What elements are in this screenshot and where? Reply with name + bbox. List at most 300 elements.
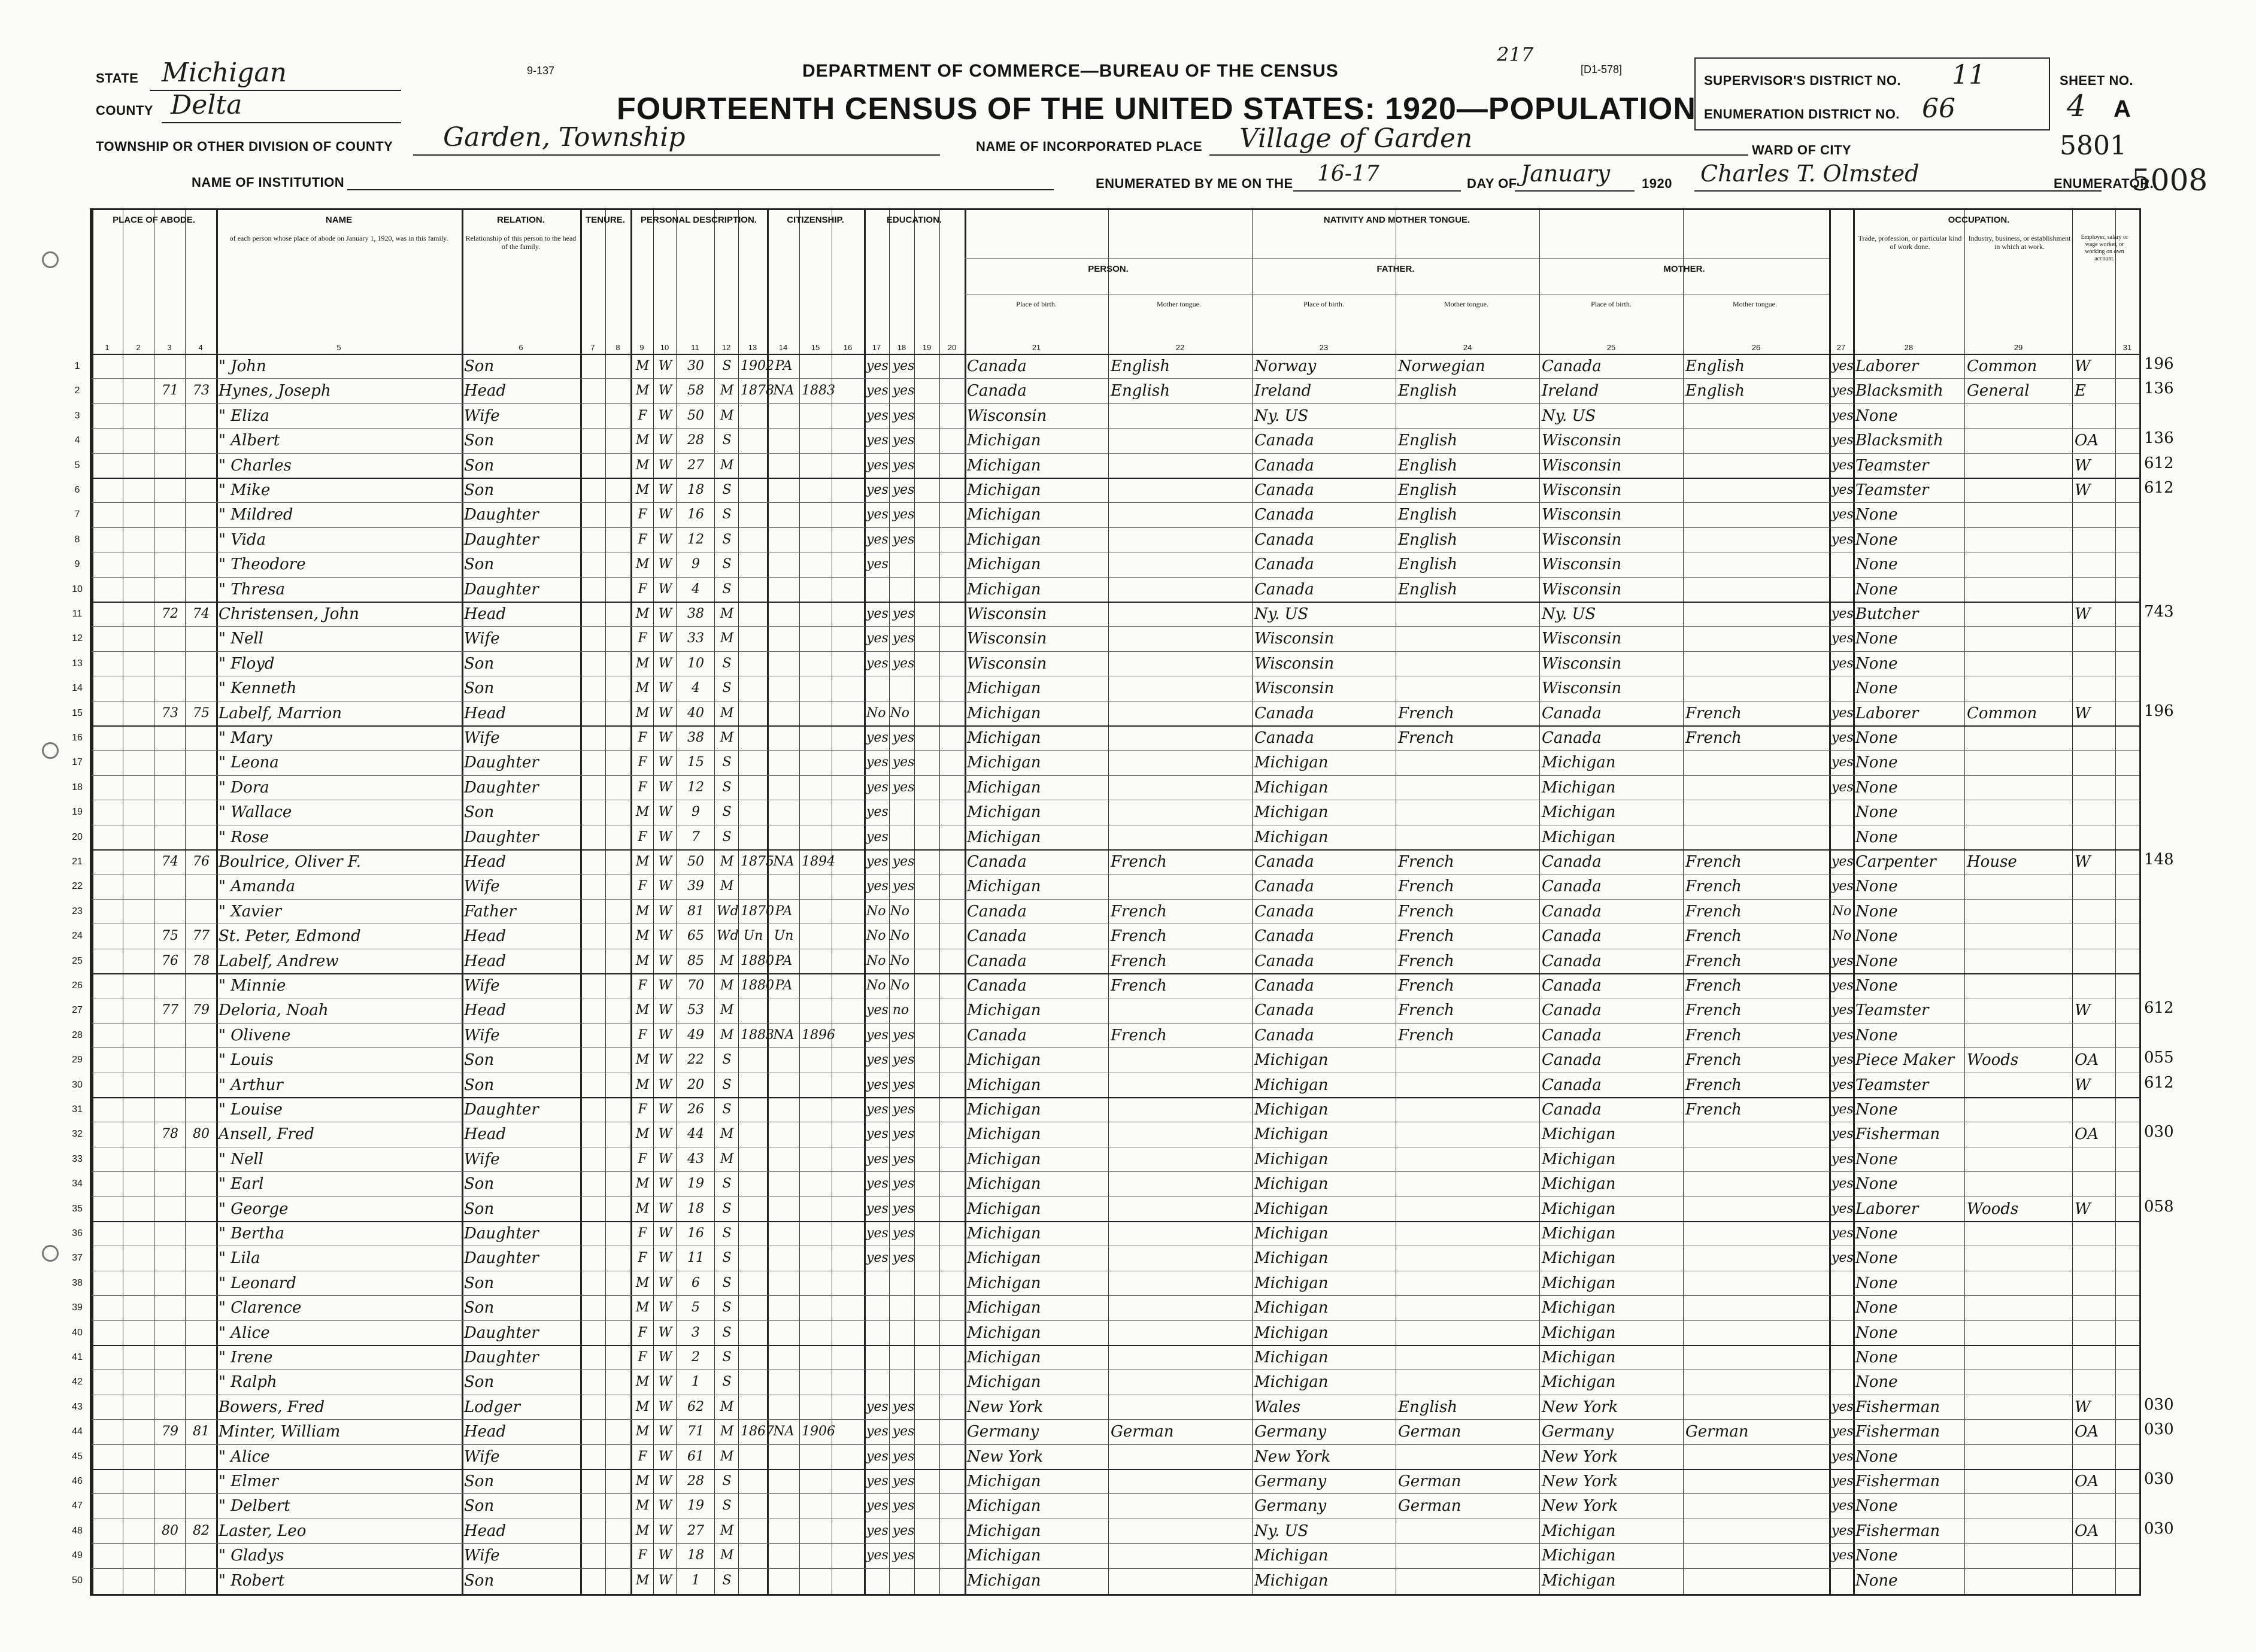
sex: M bbox=[635, 433, 650, 448]
occupation-code: 136 bbox=[2144, 379, 2174, 398]
birthplace: Canada bbox=[967, 382, 1027, 400]
relation: Son bbox=[464, 481, 495, 499]
speaks-english: yes bbox=[1832, 457, 1854, 473]
row-number: 45 bbox=[72, 1451, 83, 1462]
person-name: Labelf, Marrion bbox=[219, 704, 342, 722]
mother-tongue: French bbox=[1111, 927, 1167, 946]
read-write: yes yes bbox=[866, 1027, 915, 1043]
age: 58 bbox=[687, 383, 704, 399]
sex: M bbox=[635, 1572, 650, 1588]
person-name: Boulrice, Oliver F. bbox=[219, 853, 362, 871]
sex: F bbox=[638, 408, 647, 423]
sex: F bbox=[638, 1027, 647, 1043]
person-name: " Vida bbox=[219, 530, 266, 549]
occupation-code: 030 bbox=[2144, 1519, 2174, 1538]
speaks-english: yes bbox=[1832, 532, 1854, 547]
person-name: Laster, Leo bbox=[219, 1522, 307, 1540]
mother-birthplace: New York bbox=[1542, 1447, 1618, 1466]
mother-birthplace: Wisconsin bbox=[1542, 679, 1622, 698]
row-number: 5 bbox=[74, 460, 80, 470]
speaks-english: yes bbox=[1832, 779, 1854, 795]
relation: Wife bbox=[464, 877, 500, 896]
mother-birthplace: Michigan bbox=[1542, 803, 1616, 822]
dwelling-number: 80 bbox=[162, 1523, 178, 1538]
dwelling-number: 73 bbox=[162, 705, 178, 721]
trade: None bbox=[1855, 902, 1898, 921]
sex: F bbox=[638, 1102, 647, 1117]
marital-status: S bbox=[722, 1052, 732, 1068]
immigration-year: 1880 bbox=[741, 953, 774, 968]
person-name: " Alice bbox=[219, 1323, 270, 1342]
father-birthplace: Canada bbox=[1254, 506, 1314, 524]
sex: F bbox=[638, 1226, 647, 1241]
father-birthplace: Michigan bbox=[1254, 1175, 1329, 1194]
birthplace: Michigan bbox=[967, 1175, 1041, 1194]
person-name: " Thresa bbox=[219, 580, 285, 599]
column-number: 15 bbox=[811, 343, 820, 352]
speaks-english: yes bbox=[1832, 755, 1854, 770]
column-number: 7 bbox=[590, 343, 595, 352]
trade: None bbox=[1855, 1373, 1898, 1392]
marital-status: S bbox=[722, 507, 732, 523]
read-write: No No bbox=[866, 953, 909, 968]
read-write: yes yes bbox=[866, 1077, 915, 1092]
immigration-year: 1867 bbox=[741, 1424, 774, 1440]
row-number: 38 bbox=[72, 1277, 83, 1288]
race: W bbox=[658, 1300, 672, 1316]
industry: Common bbox=[1967, 704, 2037, 722]
race: W bbox=[658, 1052, 672, 1068]
marital-status: M bbox=[720, 457, 734, 473]
father-birthplace: Germany bbox=[1254, 1497, 1327, 1516]
trade: Teamster bbox=[1855, 456, 1929, 475]
marital-status: M bbox=[720, 1448, 734, 1464]
occupation-code: 196 bbox=[2144, 355, 2174, 373]
column-rule bbox=[1829, 210, 1831, 1594]
relation: Father bbox=[464, 902, 516, 921]
father-birthplace: Michigan bbox=[1254, 1547, 1329, 1565]
sex: M bbox=[635, 928, 650, 944]
age: 70 bbox=[687, 978, 704, 993]
marital-status: M bbox=[720, 705, 734, 721]
birthplace: Michigan bbox=[967, 1249, 1041, 1268]
sheet-side: A bbox=[2114, 96, 2131, 122]
township-label: TOWNSHIP OR OTHER DIVISION OF COUNTY bbox=[96, 139, 393, 154]
read-write: yes no bbox=[866, 1003, 909, 1018]
father-birthplace: Wisconsin bbox=[1254, 630, 1335, 648]
column-rule bbox=[864, 210, 866, 1594]
column-number: 8 bbox=[615, 343, 620, 352]
relation: Daughter bbox=[464, 1101, 539, 1119]
naturalization: NA bbox=[773, 854, 795, 869]
mother-mother-tongue: French bbox=[1685, 704, 1742, 722]
relation: Son bbox=[464, 432, 495, 450]
speaks-english: yes bbox=[1832, 1126, 1854, 1142]
row-number: 48 bbox=[72, 1525, 83, 1536]
marital-status: M bbox=[720, 1027, 734, 1043]
enumerated-label: ENUMERATED BY ME ON THE bbox=[1096, 176, 1293, 191]
race: W bbox=[658, 482, 672, 497]
read-write: yes bbox=[866, 557, 889, 572]
column-rule bbox=[738, 210, 739, 1594]
column-number: 14 bbox=[778, 343, 788, 352]
stamp-number: 217 bbox=[1497, 43, 1534, 66]
trade: None bbox=[1855, 1274, 1898, 1292]
mother-birthplace: Canada bbox=[1542, 927, 1602, 946]
race: W bbox=[658, 383, 672, 399]
marital-status: M bbox=[720, 1399, 734, 1414]
column-number: 28 bbox=[1904, 343, 1914, 352]
trade: Blacksmith bbox=[1855, 432, 1943, 450]
trade: Fisherman bbox=[1855, 1522, 1940, 1540]
relation: Wife bbox=[464, 1447, 500, 1466]
column-number: 18 bbox=[897, 343, 906, 352]
row-number: 29 bbox=[72, 1055, 83, 1065]
person-name: " Elmer bbox=[219, 1472, 278, 1490]
naturalization-year: 1883 bbox=[802, 383, 835, 399]
row-number: 40 bbox=[72, 1327, 83, 1338]
father-tongue: German bbox=[1398, 1423, 1461, 1441]
group-mother: MOTHER. bbox=[1663, 264, 1705, 274]
marital-status: S bbox=[722, 433, 732, 448]
mother-mother-tongue: French bbox=[1685, 902, 1742, 921]
birthplace: Michigan bbox=[967, 1472, 1041, 1490]
read-write: yes yes bbox=[866, 879, 915, 894]
marital-status: M bbox=[720, 854, 734, 869]
census-table bbox=[72, 208, 2174, 1596]
age: 20 bbox=[687, 1077, 704, 1092]
occupation-code: 196 bbox=[2144, 702, 2174, 720]
mother-birthplace: Canada bbox=[1542, 729, 1602, 747]
immigration-year: 1878 bbox=[741, 383, 774, 399]
row-number: 34 bbox=[72, 1179, 83, 1189]
column-rule bbox=[914, 210, 915, 1594]
birthplace: Michigan bbox=[967, 1001, 1041, 1020]
race: W bbox=[658, 1102, 672, 1117]
marital-status: S bbox=[722, 1350, 732, 1365]
trade: None bbox=[1855, 828, 1898, 846]
father-birthplace: Canada bbox=[1254, 580, 1314, 599]
sex: F bbox=[638, 581, 647, 597]
column-number: 12 bbox=[721, 343, 731, 352]
mother-birthplace: New York bbox=[1542, 1398, 1618, 1416]
age: 43 bbox=[687, 1151, 704, 1167]
mother-birthplace: Canada bbox=[1542, 877, 1602, 896]
speaks-english: yes bbox=[1832, 1424, 1854, 1440]
father-birthplace: Michigan bbox=[1254, 778, 1329, 797]
family-number: 78 bbox=[193, 953, 210, 968]
column-number: 6 bbox=[518, 343, 523, 352]
relation: Head bbox=[464, 382, 507, 400]
relation: Son bbox=[464, 357, 495, 375]
dwelling-number: 77 bbox=[162, 1003, 178, 1018]
occupation-code: 612 bbox=[2144, 479, 2174, 497]
mother-mother-tongue: French bbox=[1685, 1051, 1742, 1070]
column-number: 5 bbox=[336, 343, 341, 352]
column-rule bbox=[653, 210, 654, 1594]
occupation-code: 136 bbox=[2144, 429, 2174, 448]
father-birthplace: Ny. US bbox=[1254, 605, 1309, 623]
column-rule bbox=[1252, 210, 1253, 1594]
father-birthplace: Wales bbox=[1254, 1398, 1301, 1416]
sex: M bbox=[635, 1374, 650, 1390]
speaks-english: yes bbox=[1832, 408, 1854, 423]
sex: F bbox=[638, 1448, 647, 1464]
trade: None bbox=[1855, 1225, 1898, 1243]
age: 7 bbox=[692, 829, 700, 845]
row-number: 19 bbox=[72, 807, 83, 818]
race: W bbox=[658, 532, 672, 547]
race: W bbox=[658, 1003, 672, 1018]
father-birthplace: Canada bbox=[1254, 432, 1314, 450]
mother-birthplace: Michigan bbox=[1542, 828, 1616, 846]
father-tongue: English bbox=[1398, 481, 1458, 499]
age: 28 bbox=[687, 1474, 704, 1489]
row-number: 46 bbox=[72, 1476, 83, 1486]
column-number: 1 bbox=[105, 343, 110, 352]
family-number: 74 bbox=[193, 606, 210, 621]
person-name: " Ralph bbox=[219, 1373, 277, 1392]
birthplace: Michigan bbox=[967, 1225, 1041, 1243]
marital-status: M bbox=[720, 383, 734, 399]
relation: Wife bbox=[464, 630, 500, 648]
mother-birthplace: Michigan bbox=[1542, 1274, 1616, 1292]
person-name: " Lila bbox=[219, 1249, 260, 1268]
person-name: " George bbox=[219, 1199, 289, 1218]
row-number: 42 bbox=[72, 1377, 83, 1387]
father-birthplace: Michigan bbox=[1254, 1571, 1329, 1590]
read-write: yes bbox=[866, 829, 889, 845]
family-number: 79 bbox=[193, 1003, 210, 1018]
relation: Head bbox=[464, 927, 507, 946]
form-number: 9-137 bbox=[527, 65, 555, 77]
relation: Son bbox=[464, 1199, 495, 1218]
person-name: " Kenneth bbox=[219, 679, 297, 698]
group-occupation: OCCUPATION. bbox=[1948, 215, 2010, 225]
mother-mother-tongue: French bbox=[1685, 1026, 1742, 1044]
birthplace: Michigan bbox=[967, 555, 1041, 574]
row-number: 32 bbox=[72, 1129, 83, 1140]
speaks-english: yes bbox=[1832, 953, 1854, 968]
punch-hole bbox=[42, 251, 59, 268]
marital-status: M bbox=[720, 606, 734, 621]
father-birthplace: Canada bbox=[1254, 927, 1314, 946]
sex: M bbox=[635, 1300, 650, 1316]
mother-tongue: German bbox=[1111, 1423, 1174, 1441]
mother-tongue: English bbox=[1111, 382, 1171, 400]
row-number: 4 bbox=[74, 435, 80, 446]
race: W bbox=[658, 655, 672, 671]
mother-mother-tongue: English bbox=[1685, 357, 1745, 375]
row-number: 28 bbox=[72, 1030, 83, 1040]
relation: Head bbox=[464, 952, 507, 970]
read-write: yes yes bbox=[866, 1201, 915, 1216]
person-name: " Clarence bbox=[219, 1299, 302, 1317]
trade: Teamster bbox=[1855, 481, 1929, 499]
supervisor-label: SUPERVISOR'S DISTRICT NO. bbox=[1704, 73, 1902, 88]
naturalization: Un bbox=[774, 928, 794, 944]
dwelling-number: 79 bbox=[162, 1424, 178, 1440]
birthplace: Canada bbox=[967, 357, 1027, 375]
census-title: FOURTEENTH CENSUS OF THE UNITED STATES: 1920—POPULATION bbox=[617, 92, 1696, 126]
column-number: 23 bbox=[1319, 343, 1329, 352]
father-tongue: German bbox=[1398, 1472, 1461, 1490]
trade: Laborer bbox=[1855, 704, 1919, 722]
row-number: 33 bbox=[72, 1153, 83, 1164]
sex: M bbox=[635, 1399, 650, 1414]
class-of-worker: W bbox=[2075, 357, 2091, 375]
class-of-worker: W bbox=[2075, 1001, 2091, 1020]
mother-birthplace: Michigan bbox=[1542, 1323, 1616, 1342]
person-name: " Albert bbox=[219, 432, 280, 450]
race: W bbox=[658, 433, 672, 448]
marital-status: S bbox=[722, 581, 732, 597]
birthplace: Wisconsin bbox=[967, 406, 1047, 425]
person-name: " Louise bbox=[219, 1101, 283, 1119]
relation: Son bbox=[464, 1571, 495, 1590]
birthplace: Michigan bbox=[967, 679, 1041, 698]
col24-head: Mother tongue. bbox=[1733, 300, 1777, 308]
race: W bbox=[658, 1250, 672, 1266]
trade: None bbox=[1855, 1497, 1898, 1516]
class-of-worker: W bbox=[2075, 1199, 2091, 1218]
speaks-english: yes bbox=[1832, 383, 1854, 399]
race: W bbox=[658, 1226, 672, 1241]
trade: None bbox=[1855, 1175, 1898, 1194]
column-number: 22 bbox=[1175, 343, 1185, 352]
sex: F bbox=[638, 978, 647, 993]
person-name: " Wallace bbox=[219, 803, 292, 822]
row-number: 20 bbox=[72, 831, 83, 842]
mother-birthplace: Canada bbox=[1542, 1051, 1602, 1070]
person-name: " Irene bbox=[219, 1349, 273, 1366]
mother-birthplace: Michigan bbox=[1542, 1373, 1616, 1392]
marital-status: S bbox=[722, 1300, 732, 1316]
birthplace: Michigan bbox=[967, 1497, 1041, 1516]
occupation-code: 030 bbox=[2144, 1470, 2174, 1488]
race: W bbox=[658, 1201, 672, 1216]
mother-birthplace: Wisconsin bbox=[1542, 432, 1622, 450]
person-name: " Arthur bbox=[219, 1076, 283, 1094]
mother-birthplace: Ny. US bbox=[1542, 406, 1596, 425]
immigration-year: 1870 bbox=[741, 903, 774, 919]
read-write: yes yes bbox=[866, 1523, 915, 1538]
race: W bbox=[658, 903, 672, 919]
marital-status: S bbox=[722, 655, 732, 671]
race: W bbox=[658, 928, 672, 944]
marital-status: M bbox=[720, 408, 734, 423]
read-write: No No bbox=[866, 705, 909, 721]
race: W bbox=[658, 681, 672, 696]
naturalization-year: 1894 bbox=[802, 854, 835, 869]
person-name: " Robert bbox=[219, 1571, 285, 1590]
punch-hole bbox=[42, 1245, 59, 1262]
column-rule bbox=[2139, 210, 2140, 1594]
father-tongue: French bbox=[1398, 952, 1454, 970]
ed-value: 66 bbox=[1922, 93, 1955, 124]
occupation-code: 612 bbox=[2144, 1073, 2174, 1092]
trade: None bbox=[1855, 952, 1898, 970]
relation: Son bbox=[464, 679, 495, 698]
race: W bbox=[658, 1176, 672, 1192]
birthplace: Michigan bbox=[967, 1522, 1041, 1540]
mother-birthplace: Michigan bbox=[1542, 1125, 1616, 1144]
person-name: " Mike bbox=[219, 481, 271, 499]
row-number: 30 bbox=[72, 1079, 83, 1090]
father-birthplace: Michigan bbox=[1254, 1299, 1329, 1317]
speaks-english: yes bbox=[1832, 606, 1854, 621]
birthplace: Canada bbox=[967, 902, 1027, 921]
mother-birthplace: Michigan bbox=[1542, 1249, 1616, 1268]
mother-mother-tongue: French bbox=[1685, 927, 1742, 946]
father-tongue: English bbox=[1398, 530, 1458, 549]
group-relation: RELATION. bbox=[497, 215, 545, 225]
speaks-english: yes bbox=[1832, 1250, 1854, 1266]
relation: Lodger bbox=[464, 1398, 521, 1416]
mother-birthplace: Michigan bbox=[1542, 778, 1616, 797]
column-rule bbox=[216, 210, 218, 1594]
mother-birthplace: Canada bbox=[1542, 704, 1602, 722]
person-name: " Louis bbox=[219, 1051, 274, 1070]
relation: Head bbox=[464, 1001, 507, 1020]
class-of-worker: OA bbox=[2075, 1051, 2099, 1070]
race: W bbox=[658, 1325, 672, 1340]
birthplace: Michigan bbox=[967, 1373, 1041, 1392]
birthplace: Michigan bbox=[967, 1125, 1041, 1144]
marital-status: S bbox=[722, 1374, 732, 1390]
read-write: yes yes bbox=[866, 433, 915, 448]
column-number: 31 bbox=[2122, 343, 2132, 352]
age: 53 bbox=[687, 1003, 704, 1018]
mother-birthplace: Wisconsin bbox=[1542, 530, 1622, 549]
relation: Son bbox=[464, 1472, 495, 1490]
mother-tongue: French bbox=[1111, 1026, 1167, 1044]
read-write: yes yes bbox=[866, 1424, 915, 1440]
father-birthplace: Germany bbox=[1254, 1472, 1327, 1490]
marital-status: S bbox=[722, 779, 732, 795]
col20-head: Mother tongue. bbox=[1157, 300, 1201, 308]
person-name: Minter, William bbox=[219, 1423, 341, 1441]
birthplace: Michigan bbox=[967, 803, 1041, 822]
trade: None bbox=[1855, 530, 1898, 549]
father-tongue: French bbox=[1398, 877, 1454, 896]
trade: Fisherman bbox=[1855, 1398, 1940, 1416]
relation: Head bbox=[464, 853, 507, 871]
sex: M bbox=[635, 903, 650, 919]
relation: Son bbox=[464, 1076, 495, 1094]
father-birthplace: Michigan bbox=[1254, 1199, 1329, 1218]
relation: Son bbox=[464, 803, 495, 822]
read-write: yes yes bbox=[866, 359, 915, 373]
age: 10 bbox=[687, 655, 704, 671]
relation: Son bbox=[464, 1274, 495, 1292]
column-rule bbox=[676, 210, 677, 1594]
father-birthplace: Ny. US bbox=[1254, 406, 1309, 425]
father-birthplace: Michigan bbox=[1254, 1225, 1329, 1243]
row-number: 11 bbox=[72, 609, 83, 619]
occupation-code: 058 bbox=[2144, 1197, 2174, 1216]
incorporated-label: NAME OF INCORPORATED PLACE bbox=[976, 139, 1203, 154]
father-tongue: French bbox=[1398, 853, 1454, 871]
sex: F bbox=[638, 631, 647, 646]
read-write: yes yes bbox=[866, 482, 915, 497]
row-number: 14 bbox=[72, 683, 83, 694]
marital-status: S bbox=[722, 1250, 732, 1266]
trade: None bbox=[1855, 630, 1898, 648]
class-of-worker: OA bbox=[2075, 1472, 2099, 1490]
person-name: " John bbox=[219, 357, 266, 375]
dwelling-number: 71 bbox=[162, 383, 178, 399]
